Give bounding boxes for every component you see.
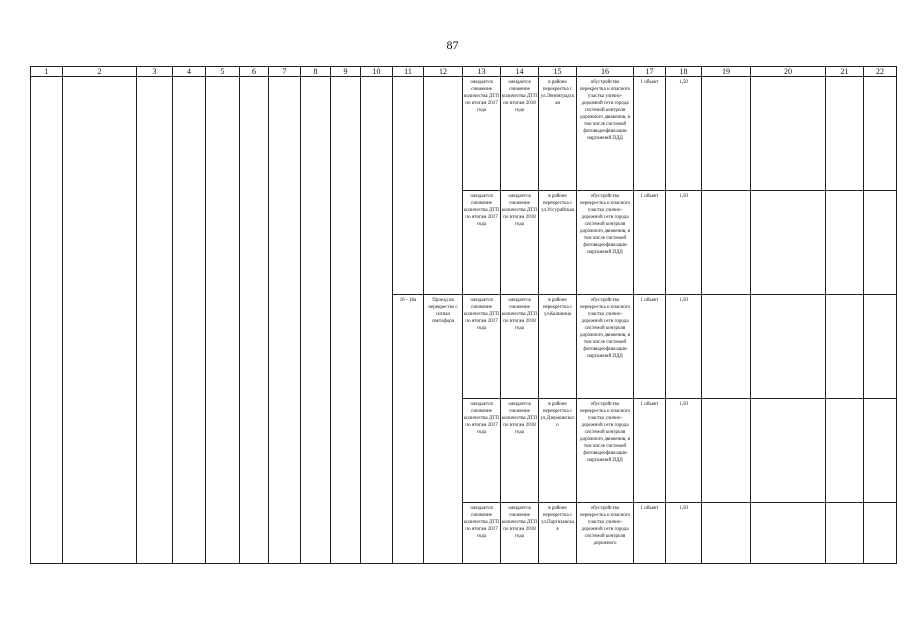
location: в районе перекрестка с ул.Партизанская — [541, 506, 574, 532]
column-header: 20 — [751, 67, 826, 77]
table-cell — [577, 503, 634, 564]
table-cell — [634, 77, 666, 191]
table-cell-empty — [826, 399, 864, 503]
column-header: 19 — [702, 67, 751, 77]
table-cell — [501, 77, 539, 191]
table-cell — [463, 77, 501, 191]
table-cell — [634, 399, 666, 503]
column-header: 13 — [463, 67, 501, 77]
table-cell-empty — [173, 77, 206, 564]
column-header: 14 — [501, 67, 539, 77]
table-cell — [666, 399, 702, 503]
table-cell-empty — [702, 191, 751, 295]
table-cell-empty — [826, 77, 864, 191]
table-cell — [577, 191, 634, 295]
table-cell-empty — [751, 295, 826, 399]
table-cell-empty — [864, 399, 897, 503]
table-cell-empty — [31, 77, 63, 564]
column-header: 1 — [31, 67, 63, 77]
table-cell — [666, 295, 702, 399]
table-cell-empty — [361, 77, 393, 564]
table-cell — [539, 399, 577, 503]
expected-result-2018: ожидается снижение количества ДТП по итогам 2018 года — [502, 506, 537, 539]
table-cell — [666, 503, 702, 564]
expected-result-2017: ожидается снижение количества ДТП по итогам 2017 года — [464, 402, 499, 435]
table-cell — [539, 191, 577, 295]
table-cell-empty — [702, 77, 751, 191]
table-cell — [539, 503, 577, 564]
table-cell-empty — [826, 503, 864, 564]
table-cell — [539, 295, 577, 399]
table-cell — [424, 295, 463, 564]
table-cell — [539, 77, 577, 191]
table-cell-empty — [751, 399, 826, 503]
amount: 1,50 — [679, 402, 688, 407]
column-header: 7 — [269, 67, 301, 77]
location: в районе перекрестка с ул.Ленинградская — [540, 80, 575, 106]
table-cell-empty — [864, 295, 897, 399]
table-cell-empty — [269, 77, 301, 564]
table-cell-empty — [393, 77, 424, 295]
table-cell — [634, 295, 666, 399]
amount: 1,50 — [679, 80, 688, 85]
table-cell-empty — [751, 503, 826, 564]
table-cell — [463, 399, 501, 503]
location: в районе перекрестка с ул.Уссурийская — [541, 194, 574, 213]
expected-result-2017: ожидается снижение количества ДТП по итогам 2017 года — [464, 506, 499, 539]
object-count: 1 объект — [640, 80, 659, 85]
table-cell — [463, 503, 501, 564]
object-count: 1 объект — [640, 506, 659, 511]
column-header: 11 — [393, 67, 424, 77]
table-cell-empty — [63, 77, 137, 564]
column-header: 8 — [301, 67, 331, 77]
measure-description: обустройство перекрестка и опасного участка улично-дорожной сети города системой контроля дорожного движения, в том числе системой фотовидеофиксации нарушений ПДД — [579, 194, 631, 255]
expected-result-2018: ожидается снижение количества ДТП по итогам 2018 года — [502, 80, 537, 113]
page-number: 87 — [446, 38, 459, 52]
table-cell — [393, 295, 424, 564]
table-cell — [501, 295, 539, 399]
column-header: 18 — [666, 67, 702, 77]
table-cell-empty — [331, 77, 361, 564]
column-header: 4 — [173, 67, 206, 77]
table-cell-empty — [702, 503, 751, 564]
column-header: 15 — [539, 67, 577, 77]
measure-description: обустройство перекрестка и опасного участка улично-дорожной сети города системой контроля дорожного движения, в том числе системой фотовидеофиксации нарушений ПДД — [579, 298, 631, 359]
column-header: 22 — [864, 67, 897, 77]
column-header: 16 — [577, 67, 634, 77]
table-cell-empty — [206, 77, 240, 564]
object-count: 1 объект — [640, 298, 659, 303]
amount: 1,50 — [679, 506, 688, 511]
amount: 1,50 — [679, 298, 688, 303]
object-count: 1 объект — [640, 402, 659, 407]
table-cell — [634, 191, 666, 295]
column-header: 9 — [331, 67, 361, 77]
column-header: 5 — [206, 67, 240, 77]
column-header: 6 — [240, 67, 269, 77]
table-cell-empty — [864, 77, 897, 191]
table-cell-empty — [240, 77, 269, 564]
measure-description: обустройство перекрестка и опасного участка улично-дорожной сети города системой контроля дорожного — [579, 506, 631, 546]
measure-description: обустройство перекрестка и опасного участка улично-дорожной сети города системой контроля дорожного движения, в том числе системой фотовидеофиксации нарушений ПДД — [579, 402, 631, 463]
expected-result-2017: ожидается снижение количества ДТП по итогам 2017 года — [464, 298, 499, 331]
table-cell-empty — [826, 191, 864, 295]
column-header: 10 — [361, 67, 393, 77]
table-cell-empty — [864, 503, 897, 564]
expected-result-2018: ожидается снижение количества ДТП по итогам 2018 года — [502, 194, 537, 227]
table-cell — [577, 295, 634, 399]
table-cell — [501, 503, 539, 564]
column-header: 3 — [137, 67, 173, 77]
item-name: Проезд на перекрестке с сигнал светофора — [428, 298, 458, 324]
table-cell — [501, 191, 539, 295]
table-cell-empty — [301, 77, 331, 564]
table-cell — [634, 503, 666, 564]
column-header: 2 — [63, 67, 137, 77]
table-cell-empty — [826, 295, 864, 399]
expected-result-2017: ожидается снижение количества ДТП по итогам 2017 года — [464, 194, 499, 227]
table-cell-empty — [424, 77, 463, 295]
expected-result-2017: ожидается снижение количества ДТП по итогам 2017 года — [464, 80, 499, 113]
table-cell — [501, 399, 539, 503]
amount: 1,50 — [679, 194, 688, 199]
table-row — [31, 77, 897, 191]
expected-result-2018: ожидается снижение количества ДТП по итогам 2018 года — [502, 402, 537, 435]
column-header: 17 — [634, 67, 666, 77]
header-row — [31, 67, 897, 77]
table-cell — [666, 77, 702, 191]
table-cell-empty — [751, 77, 826, 191]
column-header: 21 — [826, 67, 864, 77]
table-cell — [463, 191, 501, 295]
object-count: 1 объект — [640, 194, 659, 199]
location: в районе перекрестка с ул.Дзержинского — [540, 402, 575, 428]
measure-description: обустройство перекрестка и опасного участка улично-дорожной сети города системой контроля дорожного движения, в том числе системой фотовидеофиксации нарушений ПДД — [579, 80, 631, 141]
data-table — [30, 66, 897, 564]
expected-result-2018: ожидается снижение количества ДТП по итогам 2018 года — [502, 298, 537, 331]
item-number: 16 - 18а — [399, 298, 417, 303]
location: в районе перекрестка с ул.Калинина — [542, 298, 573, 317]
table-cell-empty — [702, 399, 751, 503]
column-header: 12 — [424, 67, 463, 77]
table-cell — [577, 77, 634, 191]
table-cell — [666, 191, 702, 295]
table-cell-empty — [864, 191, 897, 295]
table-cell — [577, 399, 634, 503]
table-cell-empty — [751, 191, 826, 295]
table-cell-empty — [137, 77, 173, 564]
table-cell — [463, 295, 501, 399]
table-cell-empty — [702, 295, 751, 399]
